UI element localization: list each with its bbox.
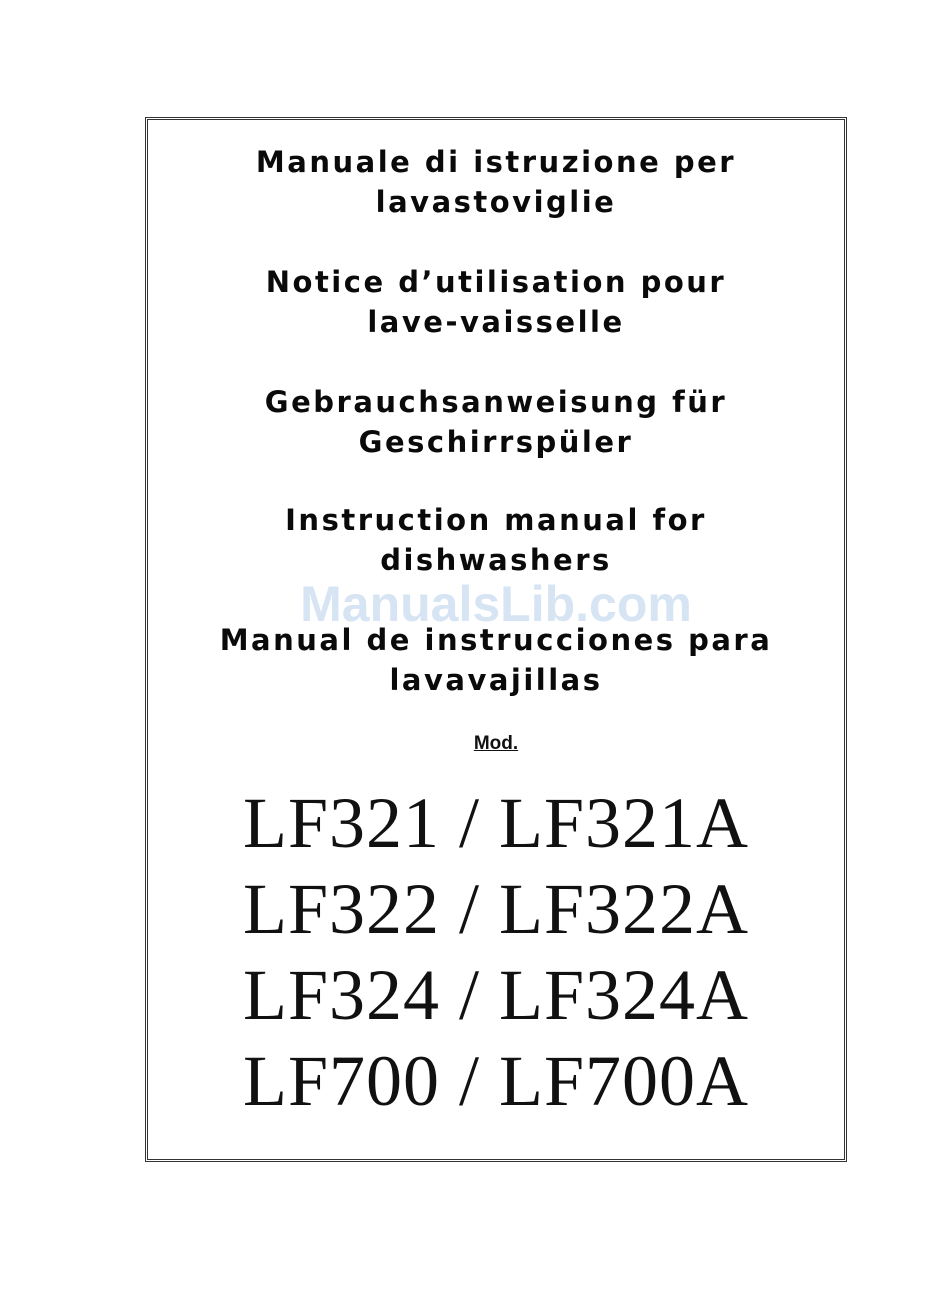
title-german [150, 382, 842, 462]
title-french-line2: lave-vaisselle [367, 305, 625, 339]
title-spanish-line1: Manual de instrucciones para [219, 623, 773, 657]
model-list [150, 780, 842, 1124]
title-italian [150, 142, 842, 222]
title-english [150, 500, 842, 580]
title-german-line1: Gebrauchsanweisung für [264, 385, 728, 419]
watermark-text: ManualsLib.com [300, 576, 692, 632]
model-label: Mod. [473, 733, 519, 754]
title-spanish [150, 620, 842, 700]
title-german-line2: Geschirrspüler [358, 425, 634, 459]
model-line: LF700 / LF700A [242, 1041, 750, 1121]
title-english-line2: dishwashers [380, 543, 612, 577]
title-french [150, 262, 842, 342]
title-french-line1: Notice d’utilisation pour [265, 265, 727, 299]
title-english-line1: Instruction manual for [285, 503, 707, 537]
model-line: LF321 / LF321A [242, 783, 750, 863]
title-italian-line1: Manuale di istruzione per [255, 145, 737, 179]
title-italian-line2: lavastoviglie [375, 185, 617, 219]
model-line: LF322 / LF322A [242, 869, 750, 949]
title-spanish-line2: lavavajillas [389, 663, 603, 697]
model-line: LF324 / LF324A [242, 955, 750, 1035]
